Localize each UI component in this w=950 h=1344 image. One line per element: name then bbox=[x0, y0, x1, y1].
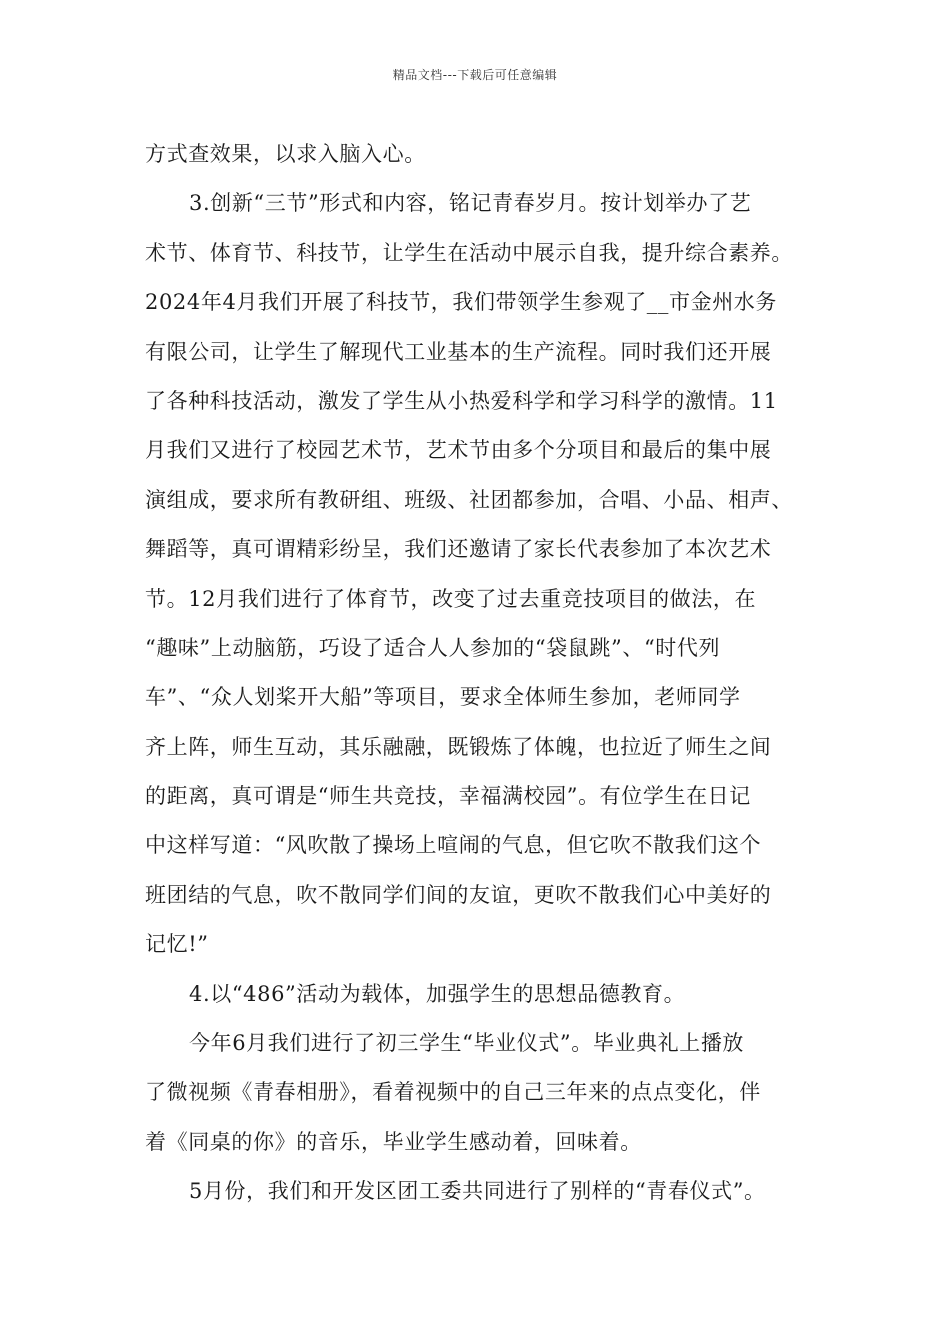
text-line: 班团结的气息，吹不散同学们间的友谊，更吹不散我们心中美好的 bbox=[145, 882, 772, 907]
text-line: “趣味”上动脑筋，巧设了适合人人参加的“袋鼠跳”、“时代列 bbox=[145, 635, 721, 660]
text-line: 月我们又进行了校园艺术节，艺术节由多个分项目和最后的集中展 bbox=[145, 438, 772, 463]
text-line: 今年6月我们进行了初三学生“毕业仪式”。毕业典礼上播放 bbox=[189, 1031, 745, 1056]
text-line: 舞蹈等，真可谓精彩纷呈，我们还邀请了家长代表参加了本次艺术 bbox=[145, 537, 772, 562]
text-line: 4.以“486”活动为载体，加强学生的思想品德教育。 bbox=[189, 981, 686, 1006]
text-line: 有限公司，让学生了解现代工业基本的生产流程。同时我们还开展 bbox=[145, 339, 772, 364]
text-line: 节。12月我们进行了体育节，改变了过去重竞技项目的做法，在 bbox=[145, 586, 757, 611]
document-body bbox=[145, 130, 825, 1217]
text-line: 2024年4月我们开展了科技节，我们带领学生参观了__市金州水务 bbox=[145, 290, 778, 315]
text-line: 了各种科技活动，激发了学生从小热爱科学和学习科学的激情。11 bbox=[145, 388, 778, 413]
text-line: 记忆!” bbox=[145, 932, 209, 957]
text-line: 术节、体育节、科技节，让学生在活动中展示自我，提升综合素养。 bbox=[145, 240, 793, 265]
text-line: 着《同桌的你》的音乐，毕业学生感动着，回味着。 bbox=[145, 1129, 642, 1154]
text-line: 的距离，真可谓是“师生共竞技，幸福满校园”。有位学生在日记 bbox=[145, 784, 751, 809]
text-line: 了微视频《青春相册》，看着视频中的自己三年来的点点变化，伴 bbox=[145, 1080, 761, 1105]
text-line: 齐上阵，师生互动，其乐融融，既锻炼了体魄，也拉近了师生之间 bbox=[145, 734, 772, 759]
text-line: 车”、“众人划桨开大船”等项目，要求全体师生参加，老师同学 bbox=[145, 685, 741, 710]
text-line: 中这样写道：“风吹散了操场上喧闹的气息，但它吹不散我们这个 bbox=[145, 833, 762, 858]
page-header: 精品文档---下载后可任意编辑 bbox=[392, 68, 558, 82]
text-line: 3.创新“三节”形式和内容，铭记青春岁月。按计划举办了艺 bbox=[189, 191, 752, 216]
text-line: 5月份，我们和开发区团工委共同进行了别样的“青春仪式”。 bbox=[189, 1179, 766, 1204]
text-line: 方式查效果，以求入脑入心。 bbox=[145, 142, 426, 166]
text-line: 演组成，要求所有教研组、班级、社团都参加，合唱、小品、相声、 bbox=[145, 487, 793, 512]
